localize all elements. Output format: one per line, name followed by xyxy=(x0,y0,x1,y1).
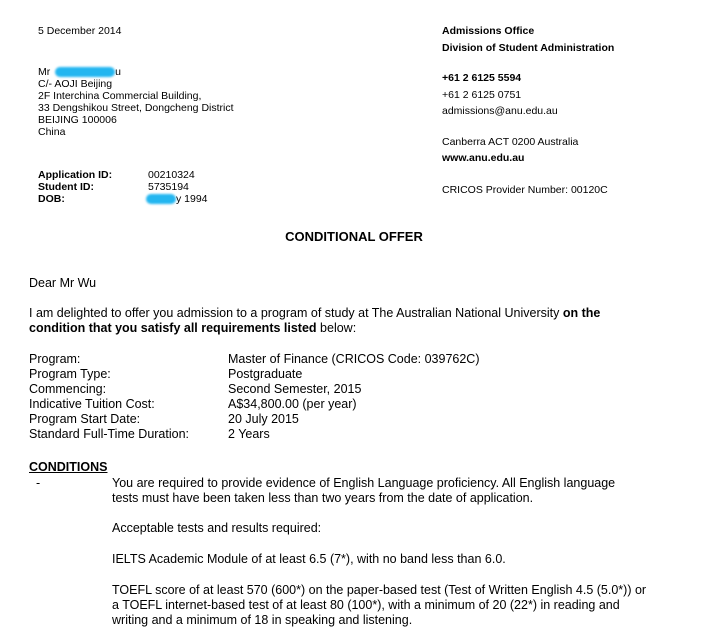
detail-label: Commencing: xyxy=(29,382,107,396)
detail-value: 20 July 2015 xyxy=(228,412,299,426)
dob-label: DOB: xyxy=(38,193,65,205)
condition-ielts: IELTS Academic Module of at least 6.5 (7*), with no band less than 6.0. xyxy=(112,552,506,566)
office-phone-2: +61 2 6125 0751 xyxy=(442,89,522,101)
office-city: Canberra ACT 0200 Australia xyxy=(442,136,579,148)
student-id-label: Student ID: xyxy=(38,181,94,193)
salutation: Dear Mr Wu xyxy=(29,276,97,290)
detail-row xyxy=(29,427,480,442)
detail-label: Program Start Date: xyxy=(29,412,141,426)
detail-label: Program Type: xyxy=(29,367,111,381)
address-line: China xyxy=(38,126,66,138)
condition-english-requirement: You are required to provide evidence of English Language proficiency. All English language tests must have been taken less than two years from the date of application. xyxy=(112,476,616,505)
redaction-mark xyxy=(146,194,176,204)
conditions-heading xyxy=(29,460,107,475)
detail-value: Master of Finance (CRICOS Code: 039762C) xyxy=(228,352,480,366)
application-id-value: 00210324 xyxy=(148,169,195,181)
detail-label: Indicative Tuition Cost: xyxy=(29,397,155,411)
intro-paragraph xyxy=(29,306,659,336)
detail-row xyxy=(29,397,480,412)
address-line: C/- AOJI Beijing xyxy=(38,78,113,90)
detail-row xyxy=(29,382,480,397)
intro-condition: on the condition that you satisfy all requirements listed xyxy=(29,306,601,335)
detail-row xyxy=(29,352,480,367)
letter-date: 5 December 2014 xyxy=(38,25,122,37)
intro-text: I am delighted to offer you admission to a program of study at The Australian National University xyxy=(29,306,563,320)
condition-toefl: TOEFL score of at least 570 (600*) on the paper-based test (Test of Written English 4.5 (5.0*)) or a TOEFL internet-based test of at least 80 (100*), with a minimum of 20 (22*) in reading and writing and a minimum of 18 in speaking and listening. xyxy=(112,583,647,627)
detail-label: Program: xyxy=(29,352,81,366)
student-id-value: 5735194 xyxy=(148,181,189,193)
cricos-provider: CRICOS Provider Number: 00120C xyxy=(442,184,608,196)
intro-text-end: below: xyxy=(316,321,357,335)
detail-value: A$34,800.00 (per year) xyxy=(228,397,357,411)
application-id-label: Application ID: xyxy=(38,169,113,181)
detail-value: Second Semester, 2015 xyxy=(228,382,362,396)
office-division: Division of Student Administration xyxy=(442,42,615,54)
office-phone-1: +61 2 6125 5594 xyxy=(442,72,522,84)
recipient-name-tail: u xyxy=(115,66,122,78)
condition-acceptable-tests: Acceptable tests and results required: xyxy=(112,521,322,535)
dob-tail: y 1994 xyxy=(176,193,208,205)
address-line: 2F Interchina Commercial Building, xyxy=(38,90,202,102)
office-name: Admissions Office xyxy=(442,25,535,37)
recipient-name-line xyxy=(38,66,234,78)
detail-row xyxy=(29,367,480,382)
dob-value xyxy=(146,193,208,205)
bullet-dash: - xyxy=(36,476,41,490)
office-website[interactable]: www.anu.edu.au xyxy=(442,152,525,164)
address-line: BEIJING 100006 xyxy=(38,114,117,126)
detail-value: 2 Years xyxy=(228,427,270,441)
offer-heading: CONDITIONAL OFFER xyxy=(285,229,423,244)
program-details xyxy=(29,352,480,442)
address-line: 33 Dengshikou Street, Dongcheng District xyxy=(38,102,234,114)
detail-row xyxy=(29,412,480,427)
detail-label: Standard Full-Time Duration: xyxy=(29,427,190,441)
recipient-address xyxy=(38,66,234,138)
conditions-heading-text: CONDITIONS xyxy=(29,460,108,474)
recipient-title: Mr xyxy=(38,66,51,78)
detail-value: Postgraduate xyxy=(228,367,303,381)
redaction-mark xyxy=(55,67,115,77)
office-email[interactable]: admissions@anu.edu.au xyxy=(442,105,558,117)
